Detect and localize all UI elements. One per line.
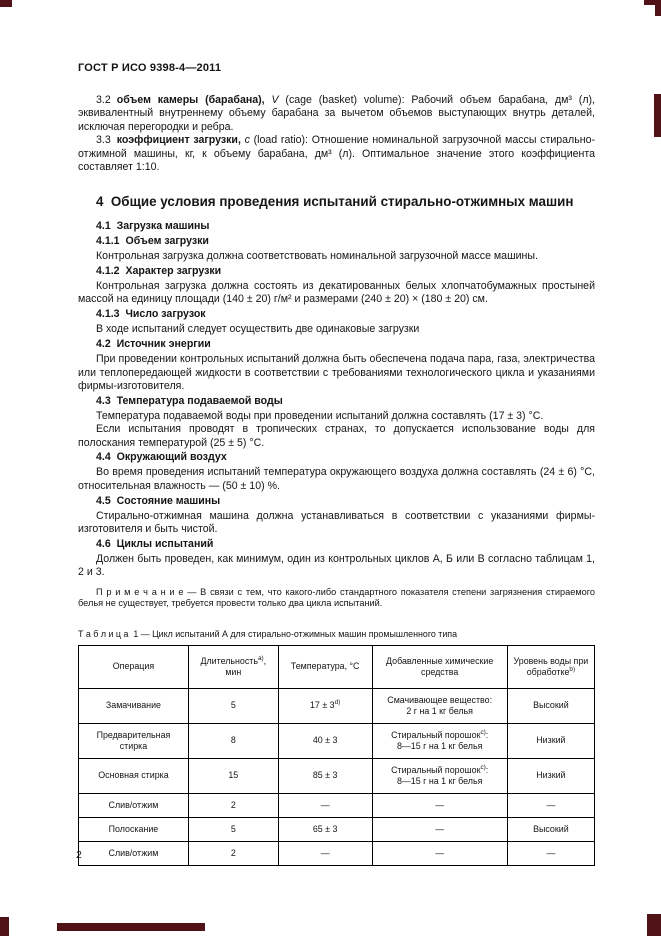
table-row-rinse (79, 817, 595, 841)
cell-text (376, 730, 504, 741)
text-block (78, 62, 595, 866)
cell-water-level: Низкий (507, 758, 594, 793)
subsection-heading-4-3: 4.3 Температура подаваемой воды (96, 394, 283, 407)
table-row-prewash (79, 723, 595, 758)
cell-text: Стиральный порошок (391, 729, 481, 740)
cell-temperature: 85 ± 3 (278, 758, 372, 793)
paragraph-4-1-3: В ходе испытаний следует осуществить две одинаковые загрузки (96, 323, 420, 336)
cell-text (376, 765, 504, 776)
paragraph-4-3-a: Температура подаваемой воды при проведении испытаний должна составлять (17 ± 3) °С. (96, 409, 544, 422)
col-header-duration (188, 645, 278, 688)
cell-duration: 5 (188, 688, 278, 723)
col-header-temperature (278, 645, 372, 688)
paragraph-4-3-b: Если испытания проводят в тропических странах, то допускается использование воды для полоскания температурой (25 ± 5) °С. (78, 423, 595, 449)
cell-water-level: Высокий (507, 817, 594, 841)
clause-number: 3.3 (96, 134, 111, 147)
note-text: В связи с тем, что какого-либо стандартного показателя степени загрязнения стираемого белья не существует, требуется провести только два цикла испытаний. (78, 586, 596, 609)
table-row-soaking (79, 688, 595, 723)
cell-temperature: — (278, 793, 372, 817)
cell-operation: Слив/отжим (79, 841, 189, 865)
paragraph-4-1-1: Контрольная загрузка должна соответствовать номинальной загрузочной массе машины. (96, 250, 538, 263)
cell-text: 8—15 г на 1 кг белья (397, 775, 483, 786)
note-label: П р и м е ч а н и е — (96, 586, 197, 597)
subsection-heading-4-1-2: 4.1.2 Характер загрузки (96, 265, 222, 278)
subsection-heading-4-5: 4.5 Состояние машины (96, 494, 221, 507)
header-text: Длительность (200, 655, 258, 666)
subsection-heading-4-6: 4.6 Циклы испытаний (96, 537, 214, 550)
footnote-marker: c) (480, 729, 486, 737)
cell-chemicals: — (372, 793, 507, 817)
header-text: Добавленные химические средства (386, 655, 494, 677)
term-symbol: с (244, 134, 250, 147)
clause-number: 3.2 (96, 94, 111, 106)
scan-artifact-top-right-2 (655, 0, 661, 16)
cell-text: 2 г на 1 кг белья (406, 705, 473, 716)
section-heading-4: 4 Общие условия проведения испытаний стирально-отжимных машин (96, 194, 574, 210)
col-header-operation (79, 645, 189, 688)
subsection-heading-4-2: 4.2 Источник энергии (96, 338, 211, 351)
header-text: Операция (112, 661, 155, 672)
subsection-heading-4-1-1: 4.1.1 Объем загрузки (96, 235, 209, 248)
doc-code: ГОСТ Р ИСО 9398-4—2011 (78, 62, 222, 74)
note (78, 587, 595, 610)
cell-text: : (485, 764, 489, 775)
term-bold: коэффициент загрузки, (116, 134, 241, 147)
footnote-marker: b) (569, 665, 576, 673)
cell-operation: Слив/отжим (79, 793, 189, 817)
scan-artifact-top-left (0, 0, 12, 7)
term-bold: объем камеры (барабана), (116, 94, 265, 106)
scan-artifact-bottom-bar (57, 923, 205, 931)
paragraph-3-2 (78, 94, 595, 134)
table-row-drain-spin-1 (79, 793, 595, 817)
cell-temperature: 40 ± 3 (278, 723, 372, 758)
col-header-chemicals (372, 645, 507, 688)
scan-artifact-bottom-right (647, 914, 661, 936)
scan-artifact-bottom-left (0, 917, 9, 936)
cell-chemicals (372, 758, 507, 793)
subsection-heading-4-1-3: 4.1.3 Число загрузок (96, 308, 206, 321)
cell-water-level: Низкий (507, 723, 594, 758)
cell-temperature (278, 688, 372, 723)
header-text: , мин (225, 655, 267, 677)
cell-operation: Предварительная стирка (79, 723, 189, 758)
cell-temperature: — (278, 841, 372, 865)
header-text: Уровень воды при обработке (513, 655, 589, 677)
paragraph-4-2: При проведении контрольных испытаний должна быть обеспечена подача пара, газа, электричества или теплопередающей жидкости в соответствии с требованиями технологического цикла и указаниями фирмы-изготовителя. (78, 353, 595, 392)
cell-chemicals (372, 723, 507, 758)
cell-text: Стиральный порошок (391, 764, 481, 775)
paragraph-4-5: Стирально-отжимная машина должна устанавливаться в соответствии с указаниями фирмы-изготовителя и быть чистой. (78, 509, 595, 535)
table-row-drain-spin-2 (79, 841, 595, 865)
footnote-marker: d) (334, 699, 341, 707)
table-caption-text: Цикл испытаний А для стирально-отжимных машин промышленного типа (149, 628, 458, 639)
col-header-water-level (507, 645, 594, 688)
cell-duration: 15 (188, 758, 278, 793)
cell-text: : (485, 729, 489, 740)
cell-water-level: — (507, 841, 594, 865)
cell-operation: Полоскание (79, 817, 189, 841)
footnote-marker: c) (480, 764, 486, 772)
table-caption-label: Т а б л и ц а 1 — (78, 628, 150, 639)
paragraph-3-3 (78, 134, 595, 174)
cell-operation: Замачивание (79, 688, 189, 723)
cell-operation: Основная стирка (79, 758, 189, 793)
cell-water-level: — (507, 793, 594, 817)
cell-water-level: Высокий (507, 688, 594, 723)
cell-temperature: 65 ± 3 (278, 817, 372, 841)
clause-text: (load ratio): Отношение номинальной загрузочной массы стирально-отжимной машины, кг, к объему барабана, дм³ (л). Оптимальное значение этого коэффициента составляет 1:10. (78, 134, 595, 174)
table-caption (78, 629, 595, 640)
paragraph-4-4: Во время проведения испытаний температура окружающего воздуха должна составлять (24 ± 6) °С, относительная влажность — (50 ± 10) %. (78, 466, 595, 492)
paragraph-4-1-2: Контрольная загрузка должна состоять из декатированных белых хлопчатобумажных простыней массой на единицу площади (140 ± 20) г/м² и размерами (240 ± 20) × (180 ± 20) см. (78, 280, 595, 306)
subsection-heading-4-1: 4.1 Загрузка машины (96, 220, 210, 233)
cell-chemicals: — (372, 841, 507, 865)
header-text: Температура, °С (290, 661, 360, 672)
scan-artifact-right-edge (654, 94, 661, 137)
cell-duration: 2 (188, 793, 278, 817)
cell-duration: 2 (188, 841, 278, 865)
paragraph-4-6: Должен быть проведен, как минимум, один из контрольных циклов А, Б или В согласно таблицам 1, 2 и 3. (78, 552, 595, 579)
cell-duration: 8 (188, 723, 278, 758)
table-row-mainwash (79, 758, 595, 793)
subsection-heading-4-4: 4.4 Окружающий воздух (96, 451, 227, 464)
clause-text: (cage (basket) volume): Рабочий объем барабана, дм³ (л), эквивалентный внутреннему объему барабана за вычетом объемов выступающих внутрь деталей, исключая перегородки и ребра. (78, 94, 595, 133)
cell-text: 8—15 г на 1 кг белья (397, 740, 483, 751)
footnote-marker: a) (257, 655, 264, 663)
cell-text: 17 ± 3 (309, 700, 335, 711)
test-cycle-table (78, 645, 595, 866)
cell-chemicals: — (372, 817, 507, 841)
cell-chemicals (372, 688, 507, 723)
cell-text: Смачивающее вещество: (387, 694, 493, 705)
page-number: 2 (76, 849, 82, 861)
table-header-row (79, 645, 595, 688)
cell-duration: 5 (188, 817, 278, 841)
term-symbol: V (271, 94, 279, 106)
